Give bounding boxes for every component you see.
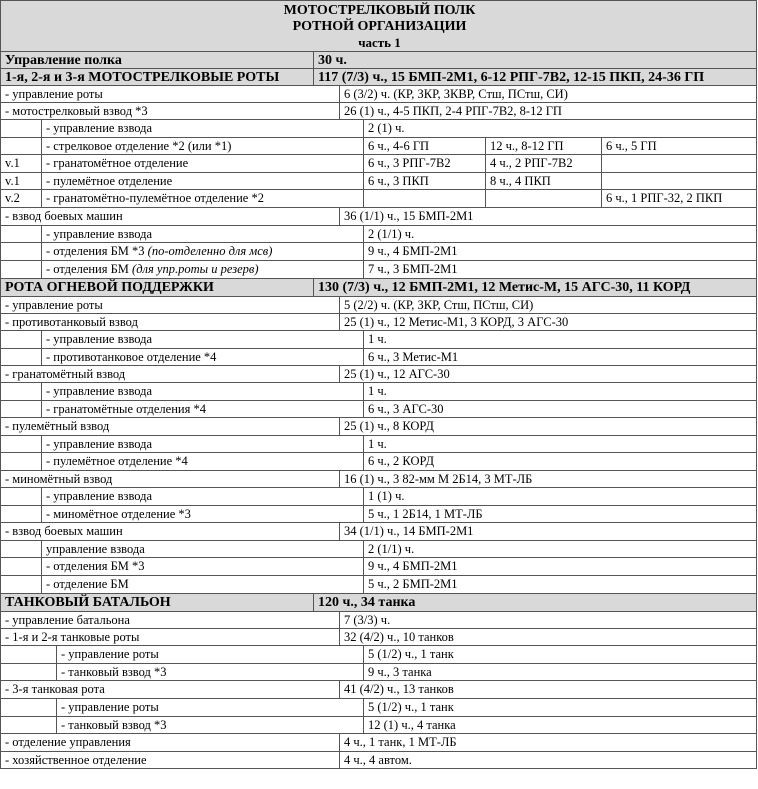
row-label: Управление полка [5,53,122,68]
table-row [0,734,757,752]
row-value: 4 ч., 4 автом. [339,752,757,768]
row-label: - управление взвода [41,120,363,137]
row-value-variant-1: 6 ч., 4-6 ГП [363,138,485,154]
row-label-note: (по-отделенно для мсв) [144,244,273,258]
row-value: 6 ч., 3 АГС-30 [363,401,757,417]
table-row [0,558,757,576]
row-label: - управление роты [56,699,363,716]
row-value-variant-3 [601,155,757,172]
row-label: - управление взвода [41,488,363,505]
table-row [0,541,757,558]
row-value: 41 (4/2) ч., 13 танков [339,681,757,698]
row-label: - пулемётное отделение *4 [41,453,363,470]
row-label: - 3-я танковая рота [5,682,105,696]
table-row [0,155,757,173]
row-value-variant-2: 4 ч., 2 РПГ-7В2 [485,155,601,172]
row-label: управление взвода [41,541,363,557]
table-row [0,752,757,769]
table-row [0,226,757,243]
table-row [0,314,757,331]
row-value-variant-1: 6 ч., 3 РПГ-7В2 [363,155,485,172]
row-value: 130 (7/3) ч., 12 БМП-2М1, 12 Метис-М, 15 АГС-30, 11 КОРД [313,279,757,296]
table-row [0,629,757,646]
row-label: 1-я, 2-я и 3-я МОТОСТРЕЛКОВЫЕ РОТЫ [5,70,280,85]
table-row [0,401,757,418]
row-label: - миномётный взвод [5,472,113,486]
row-value: 5 (1/2) ч., 1 танк [363,699,757,716]
row-label: - гранатомётные отделения *4 [41,401,363,417]
row-value: 1 ч. [363,383,757,400]
table-row [0,664,757,681]
row-value: 36 (1/1) ч., 15 БМП-2М1 [339,208,757,225]
row-value-variant-2: 12 ч., 8-12 ГП [485,138,601,154]
row-value: 2 (1/1) ч. [363,541,757,557]
table-row [0,173,757,190]
row-value: 9 ч., 4 БМП-2М1 [363,243,757,260]
table-row [0,717,757,734]
row-value-variant-1: 6 ч., 3 ПКП [363,173,485,189]
table-row [0,331,757,349]
row-label: ТАНКОВЫЙ БАТАЛЬОН [5,595,171,610]
row-value: 7 (3/3) ч. [339,612,757,628]
table-row [0,471,757,488]
row-label: - отделения БМ (для упр.роты и резерв) [41,261,363,278]
row-value-variant-2: 8 ч., 4 ПКП [485,173,601,189]
row-label: - стрелковое отделение *2 (или *1) [41,138,363,154]
row-label: - отделение управления [5,735,131,749]
row-label: - противотанковое отделение *4 [41,349,363,365]
row-value: 16 (1) ч., 3 82-мм М 2Б14, 3 МТ-ЛБ [339,471,757,487]
table-row [0,576,757,594]
row-value: 32 (4/2) ч., 10 танков [339,629,757,645]
row-label: - пулемётное отделение [41,173,363,189]
row-value: 30 ч. [313,52,757,68]
row-label: - отделения БМ *3 [41,558,363,575]
variant-marker: v.2 [5,191,20,205]
row-value-variant-2 [485,190,601,207]
row-label: - миномётное отделение *3 [41,506,363,522]
row-value: 26 (1) ч., 4-5 ПКП, 2-4 РПГ-7В2, 8-12 ГП [339,103,757,119]
table-header [0,0,757,52]
table-row [0,506,757,523]
row-label: - танковый взвод *3 [56,664,363,680]
table-row [0,383,757,401]
table-row [0,86,757,103]
row-label: - гранатомётный взвод [5,367,126,381]
row-label: - управление роты [5,298,103,312]
row-value: 25 (1) ч., 12 Метис-М1, 3 КОРД, 3 АГС-30 [339,314,757,330]
row-label-note: (для упр.роты и резерв) [128,262,259,276]
row-value: 2 (1/1) ч. [363,226,757,242]
row-label: - гранатомётно-пулемётное отделение *2 [41,190,363,207]
row-value: 117 (7/3) ч., 15 БМП-2М1, 6-12 РПГ-7В2, 12-15 ПКП, 24-36 ГП [313,69,757,85]
row-value: 7 ч., 3 БМП-2М1 [363,261,757,278]
table-row [0,120,757,138]
table-row [0,138,757,155]
row-value: 6 (3/2) ч. (КР, ЗКР, ЗКВР, Стш, ПСтш, СИ) [339,86,757,102]
row-value: 5 ч., 1 2Б14, 1 МТ-ЛБ [363,506,757,522]
row-label: - управление роты [56,646,363,663]
row-value-variant-1 [363,190,485,207]
table-row [0,699,757,717]
row-value-variant-3: 6 ч., 5 ГП [601,138,757,154]
variant-marker: v.1 [5,174,20,188]
table-row [0,488,757,506]
table-row [0,453,757,471]
row-label: - управление взвода [41,436,363,452]
row-label: - взвод боевых машин [5,209,123,223]
row-label: - отделение БМ [41,576,363,593]
row-label: - управление взвода [41,226,363,242]
row-label: - отделения БМ *3 (по-отделенно для мсв) [41,243,363,260]
row-value: 9 ч., 4 БМП-2М1 [363,558,757,575]
table-row [0,612,757,629]
row-label: - гранатомётное отделение [41,155,363,172]
row-label: РОТА ОГНЕВОЙ ПОДДЕРЖКИ [5,280,214,295]
table-row [0,681,757,699]
row-label: - 1-я и 2-я танковые роты [5,630,140,644]
row-label: - управление батальона [5,613,130,627]
section-row [0,279,757,297]
table-row [0,366,757,383]
table-row [0,297,757,314]
section-row [0,69,757,86]
row-label: - управление взвода [41,383,363,400]
row-value: 4 ч., 1 танк, 1 МТ-ЛБ [339,734,757,751]
table-row [0,208,757,226]
table-part: часть 1 [358,35,401,50]
section-row [0,52,757,69]
table-row [0,646,757,664]
row-value-variant-3 [601,173,757,189]
row-value: 2 (1) ч. [363,120,757,137]
row-label: - управление роты [5,87,103,101]
section-row [0,594,757,612]
row-label: - пулемётный взвод [5,419,110,433]
table-row [0,523,757,541]
row-value: 1 ч. [363,436,757,452]
row-value: 1 (1) ч. [363,488,757,505]
table-row [0,349,757,366]
row-label: - хозяйственное отделение [5,753,147,767]
row-label: - противотанковый взвод [5,315,138,329]
row-value: 5 ч., 2 БМП-2М1 [363,576,757,593]
row-value: 34 (1/1) ч., 14 БМП-2М1 [339,523,757,540]
table-row [0,418,757,436]
table-row [0,103,757,120]
table-row [0,243,757,261]
table-title: МОТОСТРЕЛКОВЫЙ ПОЛК [283,3,476,18]
row-value: 6 ч., 3 Метис-М1 [363,349,757,365]
row-value: 25 (1) ч., 12 АГС-30 [339,366,757,382]
row-value: 5 (1/2) ч., 1 танк [363,646,757,663]
variant-marker: v.1 [5,156,20,170]
table-row [0,261,757,279]
row-value-variant-3: 6 ч., 1 РПГ-32, 2 ПКП [601,190,757,207]
row-value: 25 (1) ч., 8 КОРД [339,418,757,435]
row-label: - мотострелковый взвод *3 [5,104,148,118]
row-value: 6 ч., 2 КОРД [363,453,757,470]
row-value: 12 (1) ч., 4 танка [363,717,757,733]
row-value: 9 ч., 3 танка [363,664,757,680]
row-value: 120 ч., 34 танка [313,594,757,611]
table-subtitle: РОТНОЙ ОРГАНИЗАЦИИ [292,19,467,34]
table-row [0,436,757,453]
row-label: - управление взвода [41,331,363,348]
row-value: 5 (2/2) ч. (КР, ЗКР, Стш, ПСтш, СИ) [339,297,757,313]
table-row [0,190,757,208]
row-label: - взвод боевых машин [5,524,123,538]
row-label: - танковый взвод *3 [56,717,363,733]
row-value: 1 ч. [363,331,757,348]
